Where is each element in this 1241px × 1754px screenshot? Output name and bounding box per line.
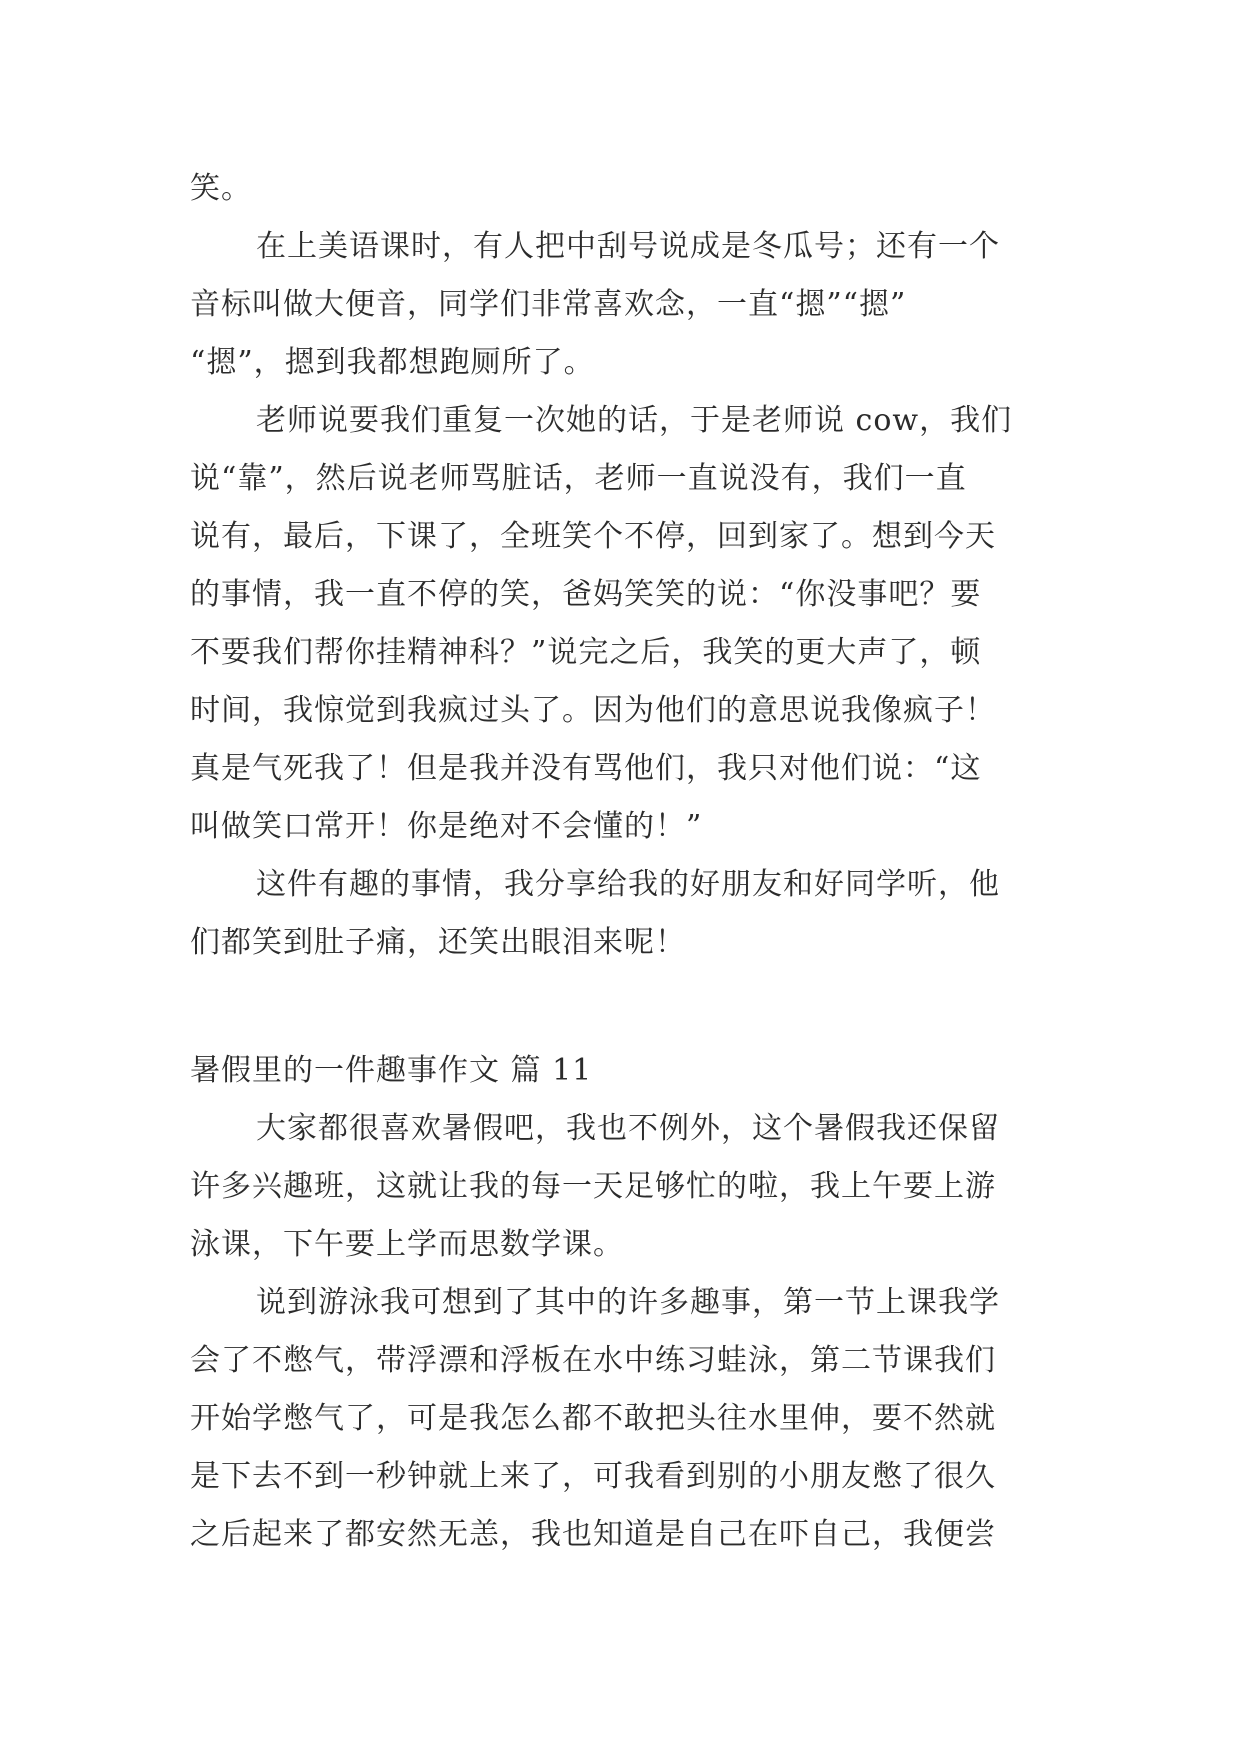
- text-line: 们都笑到肚子痛，还笑出眼泪来呢！: [190, 925, 686, 960]
- text-line: 开始学憋气了，可是我怎么都不敢把头往水里伸，要不然就: [190, 1401, 996, 1436]
- section-gap: [190, 972, 1055, 1042]
- text-line: 这件有趣的事情，我分享给我的好朋友和好同学听，他: [256, 867, 1000, 902]
- text-line: 音标叫做大便音，同学们非常喜欢念，一直“摁”“摁”: [190, 287, 907, 322]
- text-line: 的事情，我一直不停的笑，爸妈笑笑的说：“你没事吧？要: [190, 577, 982, 612]
- section-title: 暑假里的一件趣事作文 篇 11: [190, 1053, 593, 1088]
- text-line: 叫做笑口常开！你是绝对不会懂的！”: [190, 809, 703, 844]
- text-line: 老师说要我们重复一次她的话，于是老师说 cow，我们: [256, 403, 1013, 438]
- text-line: “摁”，摁到我都想跑厕所了。: [190, 345, 595, 380]
- text-line: 在上美语课时，有人把中刮号说成是冬瓜号；还有一个: [256, 229, 1000, 264]
- text-line: 笑。: [190, 171, 252, 206]
- text-line: 时间，我惊觉到我疯过头了。因为他们的意思说我像疯子！: [190, 693, 996, 728]
- text-line: 大家都很喜欢暑假吧，我也不例外，这个暑假我还保留: [256, 1111, 1000, 1146]
- text-line: 会了不憋气，带浮漂和浮板在水中练习蛙泳，第二节课我们: [190, 1343, 996, 1378]
- text-line: 说有，最后，下课了，全班笑个不停，回到家了。想到今天: [190, 519, 996, 554]
- text-line: 真是气死我了！但是我并没有骂他们，我只对他们说：“这: [190, 751, 982, 786]
- document-body: [190, 160, 1055, 1564]
- text-line: 之后起来了都安然无恙，我也知道是自己在吓自己，我便尝: [190, 1517, 996, 1552]
- text-line: 说“靠”，然后说老师骂脏话，老师一直说没有，我们一直: [190, 461, 967, 496]
- text-line: 许多兴趣班，这就让我的每一天足够忙的啦，我上午要上游: [190, 1169, 996, 1204]
- text-line: 说到游泳我可想到了其中的许多趣事，第一节上课我学: [256, 1285, 1000, 1320]
- text-line: 泳课，下午要上学而思数学课。: [190, 1227, 624, 1262]
- text-line: 是下去不到一秒钟就上来了，可我看到别的小朋友憋了很久: [190, 1459, 996, 1494]
- text-line: 不要我们帮你挂精神科？”说完之后，我笑的更大声了，顿: [190, 635, 982, 670]
